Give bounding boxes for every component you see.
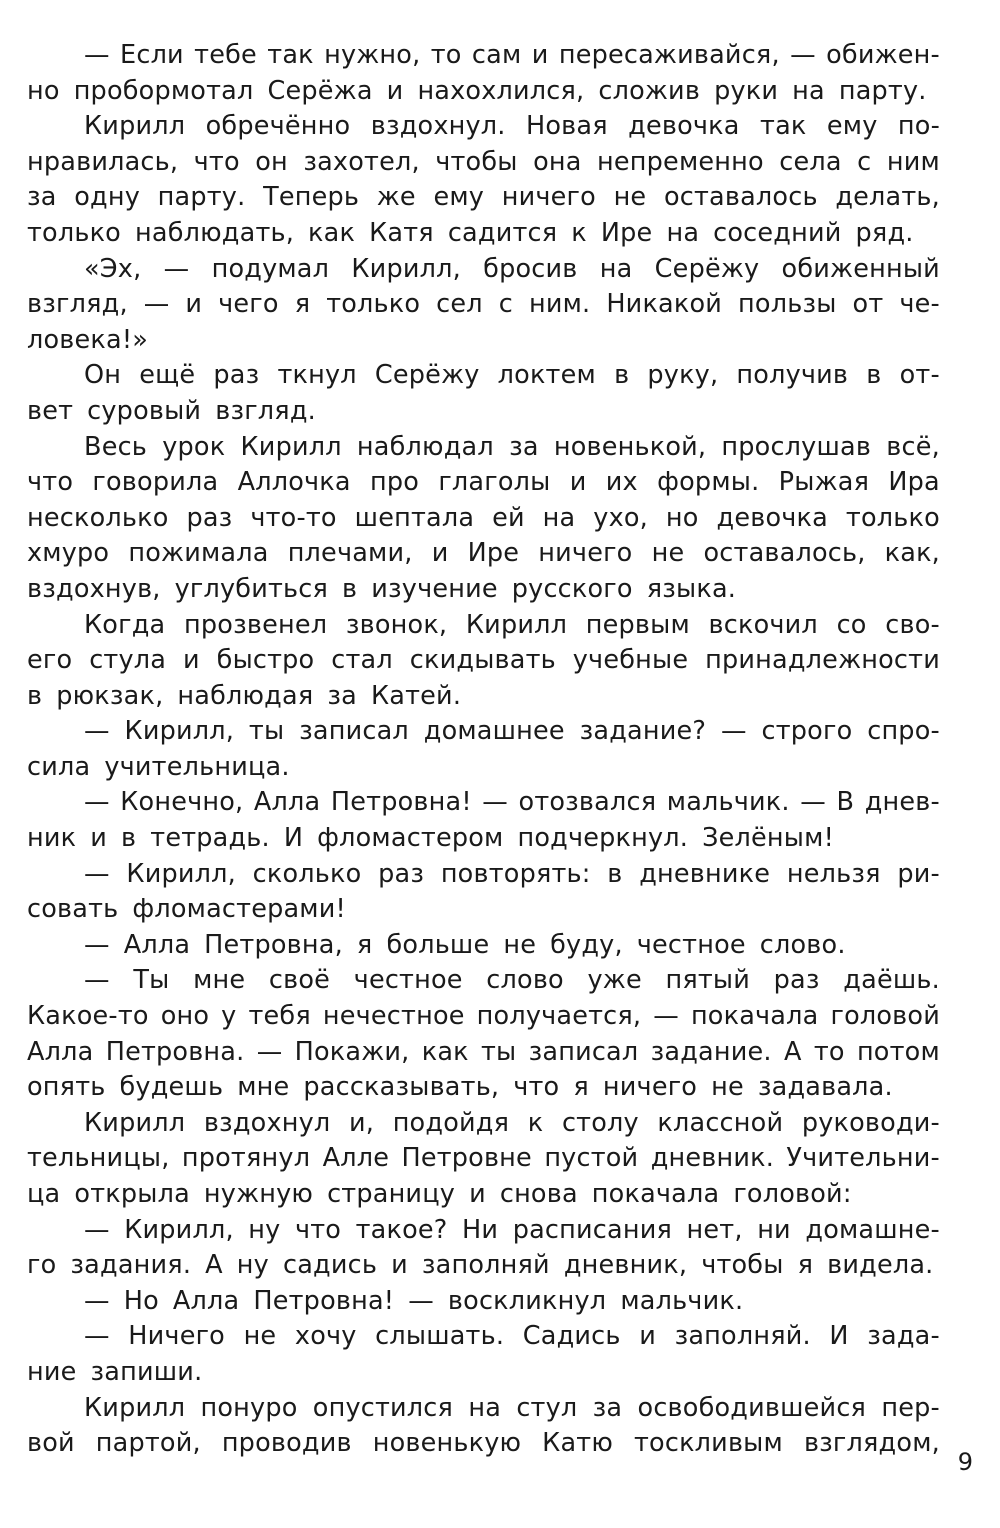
text-line: Алла Петровна. — Покажи, как ты записал задание. А то потом: [27, 1036, 940, 1067]
page-number: 9: [957, 1448, 973, 1476]
text-line: только наблюдать, как Катя садится к Ире на соседний ряд.: [27, 217, 914, 248]
text-line: ник и в тетрадь. И фломастером подчеркнул. Зелёным!: [27, 823, 834, 854]
text-line: вздохнув, углубиться в изучение русского языка.: [27, 573, 737, 604]
text-line: — Конечно, Алла Петровна! — отозвался мальчик. — В днев-: [84, 787, 940, 818]
text-line: несколько раз что-то шептала ей на ухо, но девочка только: [27, 502, 940, 533]
text-line: сила учительница.: [27, 751, 290, 782]
text-line: Кирилл понуро опустился на стул за освободившейся пер-: [84, 1392, 940, 1423]
text-line: — Кирилл, ну что такое? Ни расписания нет, ни домашне-: [84, 1214, 940, 1245]
text-line: Кирилл обречённо вздохнул. Новая девочка так ему по-: [84, 111, 940, 142]
text-line: Какое-то оно у тебя нечестное получается, — покачала головой: [27, 1001, 940, 1032]
text-line: Когда прозвенел звонок, Кирилл первым вскочил со сво-: [84, 609, 940, 640]
text-line: но пробормотал Серёжа и нахохлился, сложив руки на парту.: [27, 75, 927, 106]
text-line: за одну парту. Теперь же ему ничего не оставалось делать,: [27, 182, 940, 213]
text-line: ца открыла нужную страницу и снова покачала головой:: [27, 1179, 852, 1209]
text-line: ние запиши.: [27, 1356, 203, 1387]
text-line: — Но Алла Петровна! — воскликнул мальчик.: [84, 1285, 744, 1316]
text-line: — Кирилл, сколько раз повторять: в дневнике нельзя ри-: [84, 858, 940, 889]
text-line: взгляд, — и чего я только сел с ним. Никакой пользы от че-: [27, 289, 940, 320]
text-line: вет суровый взгляд.: [27, 395, 316, 426]
text-line: вой партой, проводив новенькую Катю тоскливым взглядом,: [27, 1428, 940, 1459]
text-line: — Кирилл, ты записал домашнее задание? — строго спро-: [84, 716, 940, 747]
text-line: — Алла Петровна, я больше не буду, честное слово.: [84, 929, 846, 960]
text-line: в рюкзак, наблюдая за Катей.: [27, 680, 462, 711]
text-line: го задания. А ну садись и заполняй дневник, чтобы я видела.: [27, 1250, 934, 1281]
text-line: что говорила Аллочка про глаголы и их формы. Рыжая Ира: [27, 467, 940, 498]
text-line: нравилась, что он захотел, чтобы она непременно села с ним: [27, 146, 940, 177]
text-line: — Ничего не хочу слышать. Садись и заполняй. И зада-: [84, 1321, 940, 1352]
text-line: хмуро пожимала плечами, и Ире ничего не оставалось, как,: [27, 538, 940, 569]
text-line: Кирилл вздохнул и, подойдя к столу классной руководи-: [84, 1107, 940, 1138]
text-line: — Ты мне своё честное слово уже пятый раз даёшь.: [84, 965, 940, 996]
text-line: опять будешь мне рассказывать, что я ничего не задавала.: [27, 1072, 893, 1103]
text-line: Он ещё раз ткнул Серёжу локтем в руку, получив в от-: [84, 360, 940, 391]
text-line: ловека!»: [27, 324, 149, 355]
text-line: — Если тебе так нужно, то сам и пересаживайся, — обижен-: [84, 40, 940, 70]
body-text: [27, 38, 940, 1462]
text-line: совать фломастерами!: [27, 894, 346, 925]
text-line: тельницы, протянул Алле Петровне пустой дневник. Учительни-: [27, 1143, 940, 1174]
text-line: Весь урок Кирилл наблюдал за новенькой, прослушав всё,: [84, 431, 940, 462]
text-line: его стула и быстро стал скидывать учебные принадлежности: [27, 645, 940, 676]
text-line: «Эх, — подумал Кирилл, бросив на Серёжу обиженный: [84, 253, 940, 284]
